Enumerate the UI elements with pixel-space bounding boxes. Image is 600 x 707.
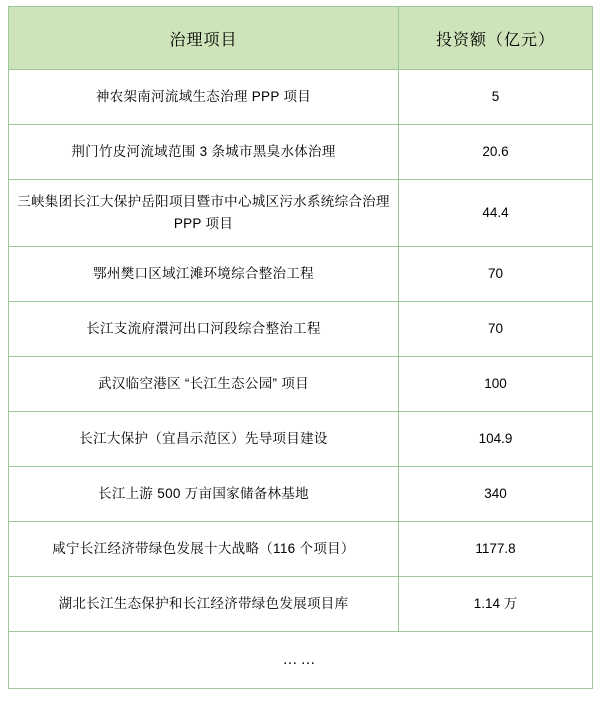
table-continuation-row (9, 632, 593, 689)
cell-project-name: 神农架南河流域生态治理 PPP 项目 (9, 70, 399, 125)
cell-project-name: 鄂州樊口区域江滩环境综合整治工程 (9, 247, 399, 302)
table-row (9, 467, 593, 522)
cell-project-name: 长江上游 500 万亩国家储备林基地 (9, 467, 399, 522)
cell-project-name: 武汉临空港区 “长江生态公园” 项目 (9, 357, 399, 412)
column-header-project: 治理项目 (9, 7, 399, 70)
cell-investment-value: 44.4 (399, 180, 593, 247)
column-header-investment: 投资额（亿元） (399, 7, 593, 70)
continuation-ellipsis: …… (9, 632, 593, 689)
cell-investment-value: 104.9 (399, 412, 593, 467)
cell-investment-value: 70 (399, 302, 593, 357)
cell-project-name: 长江支流府澴河出口河段综合整治工程 (9, 302, 399, 357)
table-row (9, 302, 593, 357)
table-header (9, 7, 593, 70)
table-row (9, 247, 593, 302)
table-row (9, 180, 593, 247)
cell-investment-value: 5 (399, 70, 593, 125)
table-row (9, 125, 593, 180)
cell-investment-value: 20.6 (399, 125, 593, 180)
cell-investment-value: 100 (399, 357, 593, 412)
table-row (9, 357, 593, 412)
table-row (9, 412, 593, 467)
table-row (9, 70, 593, 125)
table-row (9, 522, 593, 577)
table-row (9, 577, 593, 632)
table-body (9, 70, 593, 689)
cell-project-name: 三峡集团长江大保护岳阳项目暨市中心城区污水系统综合治理 PPP 项目 (9, 180, 399, 247)
cell-investment-value: 1.14 万 (399, 577, 593, 632)
cell-project-name: 长江大保护（宜昌示范区）先导项目建设 (9, 412, 399, 467)
cell-project-name: 湖北长江生态保护和长江经济带绿色发展项目库 (9, 577, 399, 632)
cell-investment-value: 340 (399, 467, 593, 522)
cell-project-name: 咸宁长江经济带绿色发展十大战略（116 个项目） (9, 522, 399, 577)
cell-investment-value: 70 (399, 247, 593, 302)
investment-table (8, 6, 593, 689)
table-header-row (9, 7, 593, 70)
cell-project-name: 荆门竹皮河流域范围 3 条城市黑臭水体治理 (9, 125, 399, 180)
cell-investment-value: 1177.8 (399, 522, 593, 577)
